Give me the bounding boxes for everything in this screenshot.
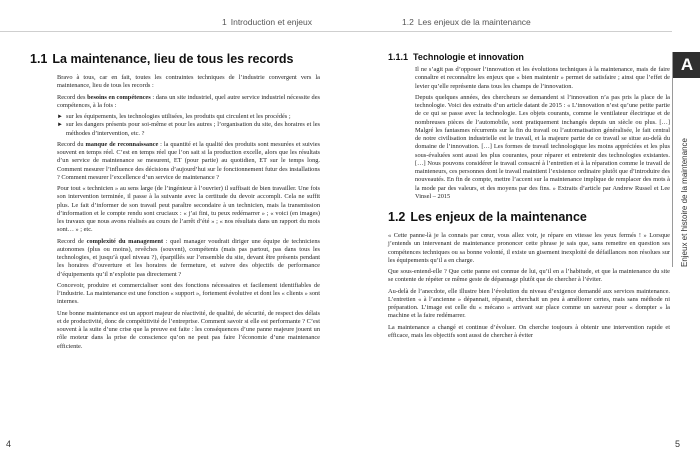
header-rule bbox=[350, 31, 672, 32]
section-heading-1-2 bbox=[388, 210, 670, 224]
paragraph-panne-quote: « Cette panne-là je la connais par cœur, vous allez voir, je répare en vitesse les yeux fermés ! » Lorsque j’entends un intervenant de maintenance prononcer cette phrase je sais que, sans remettre en question ses compétences techniques ou sa bonne volonté, il existe un gisement inexploité de défaillances non résolues sur les équipements qu’il a en charge. bbox=[388, 232, 670, 264]
list-item-text: sur les équipements, les technologies utilisées, les produits qui circulent et les procédés ; bbox=[66, 113, 291, 120]
text-lead: Record des bbox=[57, 93, 88, 101]
subsection-heading-1-1-1 bbox=[388, 52, 670, 62]
section-title: La maintenance, lieu de tous les records bbox=[52, 52, 294, 66]
running-head-title: Introduction et enjeux bbox=[230, 17, 313, 27]
paragraph-management bbox=[30, 238, 320, 279]
chapter-thumb-tab bbox=[672, 52, 700, 267]
bullet-arrow-icon: ► bbox=[57, 114, 63, 120]
text-lead: Record du bbox=[57, 140, 86, 148]
header-rule bbox=[0, 31, 350, 32]
right-text-column bbox=[388, 52, 670, 343]
section-number: 1.1 bbox=[30, 52, 48, 66]
paragraph-competences bbox=[30, 94, 320, 111]
page-number-right: 5 bbox=[674, 439, 680, 449]
paragraph-innovation-article: Depuis quelques années, des chercheurs se demandent si l’innovation n’a pas pris la place de la technologie. Voici des extraits d’un article datant de 2015 : « L’innovation n’est qu’une petite partie de ce qui se passe avec la technologie. Les objets courants, comme le ventilateur électrique et de nombreuses pièces de l’automobile, sont pratiquement inchangés depuis un siècle ou plus. […] Malgré les fantasmes récurrents sur la fin du travail ou l’automatisation généralisée, le fait central de notre civilisation industrielle est le travail, et la majeure partie de ce travail se situe au-delà du domaine de l’innovation. […] Les formes de travail technologique les moins appréciées et les plus sous-évaluées sont aussi les plus courantes, pour réparer et entretenir des technologies existantes. […] Nous pouvons considérer le travail consacré à l’entretien et à la réparation comme le travail de mainteneurs, ces personnes dont le travail maintient l’existence ordinaire plutôt que d’introduire des nouveautés. En fin de compte, mettre l’accent sur la maintenance implique de remplacer des mots à la mode par des valeurs, et des moyens par des fins. » Extraits d’article par Andrew Russel et Lee Vinsel – 2015 bbox=[415, 93, 670, 200]
right-page bbox=[350, 0, 700, 461]
paragraph-innovation-intro: Il ne s’agit pas d’opposer l’innovation et les évolutions techniques à la maintenance, mais de faire connaître et reconnaître les enjeux que « bien maintenir » permet de satisfaire ; ainsi que l’effet de levier qu’elle représente dans tous les champs de l’innovation. bbox=[415, 66, 670, 90]
bold-term: manque de reconnaissance bbox=[85, 140, 159, 148]
section-title: Les enjeux de la maintenance bbox=[410, 210, 587, 224]
paragraph-anecdote: Au-delà de l’anecdote, elle illustre bien l’évolution du niveau d’exigence demandé aux services maintenance. L’entretien « à l’ancienne » dépannait, réparait, cherchait un peu à améliorer certes, mais sans méthode ni préparation. L’image est celle du « mécano » arrivant sur place comme un sauveur pour « dompter » la machine et la faire redémarrer. bbox=[388, 287, 670, 320]
paragraph-sous-entend: Que sous-entend-elle ? Que cette panne est connue de lui, qu’il en a l’habitude, et que la maintenance du site se contente de répéter ce même geste de dépannage plutôt que de chercher à l’éviter. bbox=[388, 268, 670, 284]
running-head-title: Les enjeux de la maintenance bbox=[417, 17, 531, 27]
text-lead: Record de bbox=[57, 237, 87, 245]
text-rest: : quel manager voudrait diriger une équipe de techniciens autonomes (plus ou moins), revêches (souvent), compétents (mais pas partout, pas dans tous les technologies, et jusqu’à quel niveau ?), éparpillés sur l’ensemble du site, devant être présents pendant les horaires d’ouverture et les horaires de fermeture, et suivre des objectifs de performance d’équipements qu’il n’exploite pas directement ? bbox=[57, 237, 320, 278]
running-head-number: 1 bbox=[222, 17, 227, 27]
list-item bbox=[57, 121, 320, 138]
left-text-column bbox=[30, 52, 320, 354]
chapter-letter-badge: A bbox=[673, 52, 700, 78]
paragraph-concevoir: Concevoir, produire et commercialiser sont des fonctions nécessaires et facilement identifiables de l’industrie. La maintenance est une fonction « support », fortement évolutive et dont les « clients » sont internes. bbox=[57, 281, 320, 306]
running-head-left bbox=[222, 17, 312, 27]
text-rest: : dans un site industriel, quel autre service industriel nécessite des compétences, à la fois : bbox=[57, 93, 320, 109]
paragraph-reconnaissance bbox=[30, 141, 320, 182]
paragraph-intro: Bravo à tous, car en fait, toutes les contraintes techniques de l’industrie convergent vers la maintenance, lieu de tous les records : bbox=[57, 74, 320, 90]
subsection-title: Technologie et innovation bbox=[413, 52, 524, 62]
bold-term: complexité du management bbox=[86, 237, 164, 245]
text-rest: : la quantité et la qualité des produits sont mesurées et suivies souvent en temps réel. C’est en temps réel que l’on sait si la production excelle, alors que les résultats d’un service de maintenance se mesurent, ET (pour partie) au quotidien, ET sur le temps long. Comment mesurer l’influence des décisions d’aujourd’hui sur le fonctionnement futur des installations ? Comment mesurer l’excellence d’un service de maintenance ? bbox=[57, 140, 320, 181]
subsection-number: 1.1.1 bbox=[388, 52, 409, 62]
bullet-arrow-icon: ► bbox=[57, 122, 63, 129]
bullet-list bbox=[57, 113, 320, 138]
bold-term: besoins en compétences bbox=[87, 93, 151, 101]
chapter-thumb-label: Enjeux et histoire de la maintenance bbox=[680, 138, 689, 267]
paragraph-technicien: Pour tout « technicien » au sens large (de l’ingénieur à l’ouvrier) il suffisait de bien travailler. Une fois son intervention terminée, il passe à la suivante avec la certitude du devoir accompli. Cela ne suffit plus. Le fait d’informer de son travail peut paraître secondaire à un technicien, mais la transmission d’information et le compte rendu sont cruciaux : « j’ai fini, tu peux redémarrer » ; « voici (en images) les travaux que nous avons réalisés au cours de l’arrêt d’été » ; « nos résultats dans un rapport du mois sont… » ; etc. bbox=[57, 185, 320, 234]
running-head-right bbox=[402, 17, 531, 27]
list-item-text: sur les dangers présents pour soi-même et pour les autres ; l’organisation du site, des horaires et les méthodes d’intervention, etc. ? bbox=[66, 121, 320, 137]
paragraph-bonne-maintenance: Une bonne maintenance est un apport majeur de réactivité, de qualité, de sécurité, de respect des délais et de productivité, donc de compétitivité de l’entreprise. Comment savoir si elle est performante ? C’est souvent à la suite d’une crise que la preuve est faite : les conséquences d’une panne majeure jouent un rôle moteur dans la prise de conscience qu’on ne peut pas faire l’économie d’une maintenance efficiente. bbox=[57, 309, 321, 350]
paragraph-evolution: La maintenance a changé et continue d’évoluer. On cherche toujours à obtenir une intervention rapide et efficace, mais les objectifs sont aussi de chercher à éviter bbox=[388, 323, 670, 339]
running-head-number: 1.2 bbox=[402, 17, 414, 27]
section-heading-1-1 bbox=[30, 52, 320, 66]
page-number-left: 4 bbox=[6, 439, 12, 449]
list-item bbox=[57, 113, 320, 121]
section-number: 1.2 bbox=[388, 210, 406, 224]
